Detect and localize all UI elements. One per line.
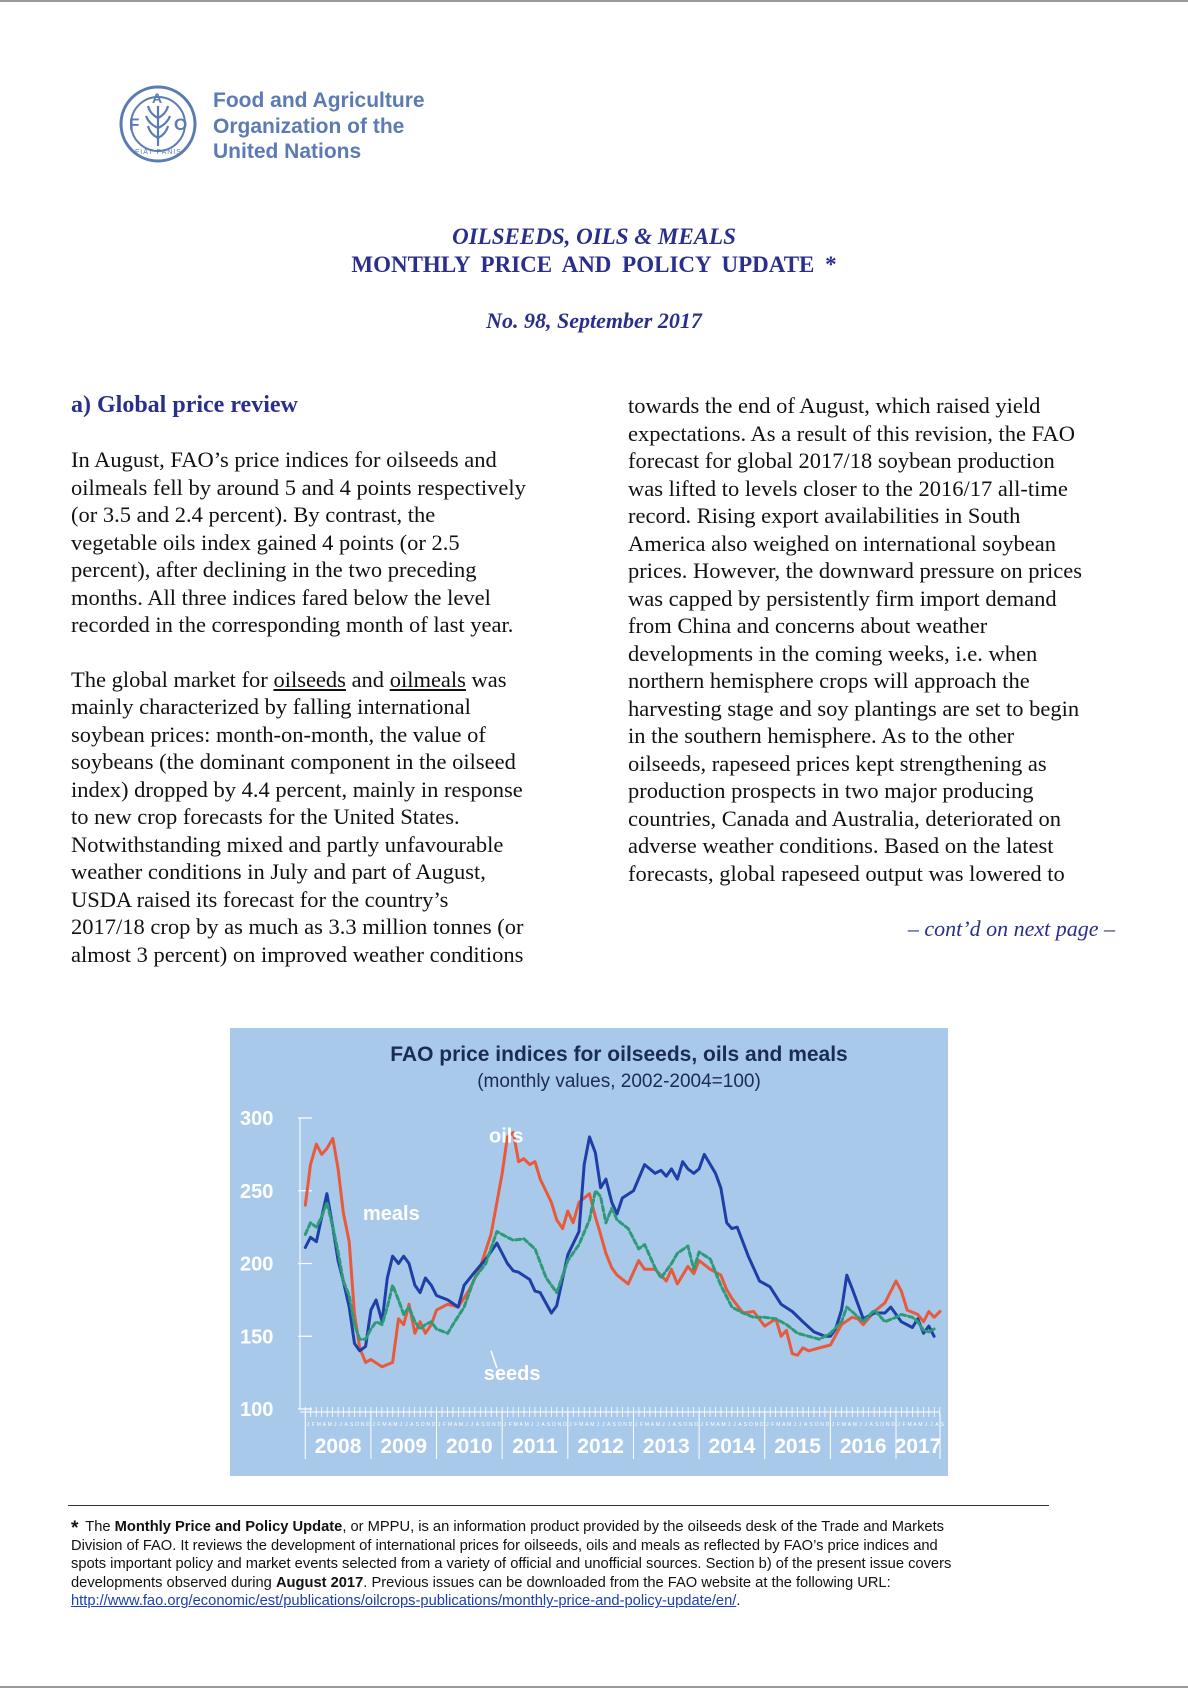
emblem-letter-f: F bbox=[129, 115, 140, 134]
x-month-label: J bbox=[399, 1422, 403, 1428]
x-month-label: D bbox=[431, 1422, 436, 1428]
footnote bbox=[71, 1517, 1051, 1611]
x-month-label: A bbox=[322, 1422, 326, 1428]
x-month-label: J bbox=[727, 1422, 731, 1428]
x-month-label: A bbox=[847, 1422, 852, 1428]
chart-svg bbox=[230, 1028, 948, 1476]
text-line: In August, FAO’s price indices for oilseeds and bbox=[71, 447, 497, 472]
x-month-label: N bbox=[885, 1422, 890, 1428]
x-month-label: F bbox=[311, 1422, 315, 1428]
x-month-label: J bbox=[465, 1422, 468, 1428]
text-line: prices. However, the downward pressure on prices bbox=[628, 558, 1082, 583]
x-month-label: F bbox=[377, 1422, 381, 1428]
oilseeds-link[interactable]: oilseeds bbox=[273, 666, 346, 692]
x-month-label: S bbox=[875, 1422, 879, 1428]
x-year-label: 2008 bbox=[314, 1435, 362, 1458]
series-label-oils: oils bbox=[489, 1125, 524, 1148]
x-month-label: J bbox=[897, 1422, 900, 1428]
x-month-label: O bbox=[814, 1422, 819, 1428]
org-name-line: Organization of the bbox=[213, 114, 405, 138]
x-month-label: O bbox=[683, 1422, 688, 1428]
bottom-border bbox=[0, 1686, 1188, 1688]
text-line: countries, Canada and Australia, deteriorated on bbox=[628, 805, 1061, 831]
x-month-label: N bbox=[360, 1422, 365, 1428]
x-month-label: D bbox=[825, 1422, 830, 1428]
emblem-motto: FIAT PANIS bbox=[135, 149, 182, 156]
text-line: America also weighed on international soybean bbox=[628, 530, 1056, 556]
x-month-label: M bbox=[644, 1422, 650, 1428]
x-month-label: F bbox=[836, 1422, 840, 1428]
x-month-label: A bbox=[388, 1422, 392, 1428]
fao-logo bbox=[118, 84, 568, 170]
x-month-label: F bbox=[443, 1422, 447, 1428]
text-line: soybeans (the dominant component in the oilseed bbox=[71, 749, 516, 774]
x-year-label: 2013 bbox=[642, 1435, 690, 1458]
x-month-label: O bbox=[748, 1422, 753, 1428]
x-month-label: M bbox=[841, 1422, 847, 1428]
x-month-label: F bbox=[902, 1422, 906, 1428]
y-tick-label: 100 bbox=[240, 1399, 274, 1421]
x-month-label: S bbox=[809, 1422, 813, 1428]
text-line: months. All three indices fared below the level bbox=[71, 584, 491, 610]
x-month-label: J bbox=[569, 1422, 572, 1428]
text-line: was lifted to levels closer to the 2016/17 all-time bbox=[628, 475, 1068, 501]
x-month-label: J bbox=[733, 1422, 736, 1428]
x-month-label: D bbox=[628, 1422, 633, 1428]
x-month-label: M bbox=[776, 1422, 781, 1428]
x-month-label: J bbox=[634, 1422, 638, 1428]
series-layer bbox=[305, 1133, 940, 1367]
chart-subtitle: (monthly values, 2002-2004=100) bbox=[477, 1071, 761, 1092]
text-line: adverse weather conditions. Based on the latest bbox=[628, 833, 1054, 858]
x-month-label: O bbox=[420, 1422, 425, 1428]
x-year-label: 2009 bbox=[380, 1435, 428, 1458]
text-span: , or MPPU, is an information product provided by the oilseeds desk of the Trade and Markets bbox=[342, 1519, 945, 1535]
x-month-label: N bbox=[688, 1422, 693, 1428]
x-month-label: F bbox=[508, 1422, 512, 1428]
x-month-label: J bbox=[930, 1422, 933, 1428]
report-subtitle: MONTHLY PRICE AND POLICY UPDATE * bbox=[351, 252, 837, 277]
chart-title: FAO price indices for oilseeds, oils and meals bbox=[390, 1043, 848, 1066]
x-month-label: S bbox=[546, 1422, 551, 1428]
section-title: a) Global price review bbox=[71, 392, 298, 418]
text-line: in the southern hemisphere. As to the other bbox=[628, 723, 1015, 748]
text-line: forecasts, global rapeseed output was lowered to bbox=[628, 860, 1065, 886]
x-year-label: 2017 bbox=[894, 1435, 942, 1458]
text-line: soybean prices: month-on-month, the value of bbox=[71, 721, 486, 747]
x-month-label: M bbox=[721, 1422, 726, 1428]
text-line: record. Rising export availabilities in South bbox=[628, 503, 1021, 528]
x-month-label: J bbox=[437, 1422, 441, 1428]
x-month-label: S bbox=[678, 1422, 682, 1428]
x-month-label: A bbox=[672, 1422, 677, 1428]
text-line: harvesting stage and soy plantings are set to begin bbox=[628, 695, 1080, 721]
x-year-label: 2014 bbox=[708, 1435, 756, 1458]
text-span: developments observed during bbox=[71, 1574, 276, 1591]
x-month-label: N bbox=[492, 1422, 496, 1428]
text-line: was capped by persistently firm import demand bbox=[628, 585, 1057, 611]
x-month-label: S bbox=[415, 1422, 419, 1428]
y-tick-label: 300 bbox=[240, 1108, 274, 1130]
x-month-label: N bbox=[754, 1422, 759, 1428]
footnote-star: * bbox=[71, 1518, 79, 1539]
text-line: forecast for global 2017/18 soybean production bbox=[628, 448, 1055, 473]
x-month-label: J bbox=[470, 1422, 474, 1428]
x-month-label: F bbox=[574, 1422, 578, 1428]
x-month-label: M bbox=[524, 1422, 529, 1428]
x-month-label: A bbox=[607, 1422, 611, 1428]
x-month-label: J bbox=[601, 1422, 605, 1428]
x-year-label: 2010 bbox=[445, 1435, 493, 1458]
x-month-label: M bbox=[393, 1422, 398, 1428]
fao-emblem-icon bbox=[118, 84, 198, 164]
x-month-label: J bbox=[405, 1422, 408, 1428]
x-month-label: J bbox=[662, 1422, 665, 1428]
x-month-label: M bbox=[327, 1422, 332, 1428]
text-line: almost 3 percent) on improved weather conditions bbox=[71, 941, 524, 967]
text-line: towards the end of August, which raised yield bbox=[628, 393, 1041, 418]
emblem-letter-o: O bbox=[174, 115, 188, 134]
x-month-label: O bbox=[552, 1422, 556, 1428]
x-month-label: S bbox=[612, 1422, 616, 1428]
x-month-label: A bbox=[782, 1422, 786, 1428]
x-month-label: A bbox=[519, 1422, 523, 1428]
x-month-label: J bbox=[333, 1422, 337, 1428]
x-month-label: A bbox=[650, 1422, 655, 1428]
paragraph-1 bbox=[71, 446, 571, 639]
x-month-label: D bbox=[760, 1422, 764, 1428]
series-line-oils bbox=[305, 1133, 940, 1367]
x-month-label: A bbox=[585, 1422, 589, 1428]
x-month-label: A bbox=[475, 1422, 480, 1428]
text-line: (or 3.5 and 2.4 percent). By contrast, the bbox=[71, 502, 436, 527]
text-line: oilmeals fell by around 5 and 4 points respectively bbox=[71, 474, 526, 500]
text-line: mainly characterized by falling international bbox=[71, 694, 471, 719]
price-index-chart bbox=[230, 1028, 948, 1476]
x-month-label: A bbox=[344, 1422, 348, 1428]
x-month-label: S bbox=[481, 1422, 485, 1428]
x-month-label: D bbox=[366, 1422, 370, 1428]
x-axis bbox=[300, 1407, 945, 1459]
annotation-layer bbox=[363, 1126, 540, 1385]
x-month-label: J bbox=[339, 1422, 342, 1428]
org-name bbox=[213, 88, 425, 165]
text-line: Notwithstanding mixed and partly unfavourable bbox=[71, 831, 504, 857]
text-span: was bbox=[465, 666, 507, 692]
top-border bbox=[0, 0, 1188, 2]
x-month-label: J bbox=[700, 1422, 703, 1428]
x-month-label: M bbox=[655, 1422, 661, 1428]
x-month-label: S bbox=[940, 1422, 945, 1428]
text-line: USDA raised its forecast for the country’s bbox=[71, 886, 449, 912]
text-line: oilseeds, rapeseed prices kept strengthening as bbox=[628, 750, 1047, 776]
previous-issues-link[interactable]: http://www.fao.org/economic/est/publications/oilcrops-publications/monthly-price-and-policy-update/en/ bbox=[71, 1593, 737, 1610]
x-month-label: J bbox=[864, 1422, 868, 1428]
x-month-label: A bbox=[869, 1422, 873, 1428]
x-month-label: M bbox=[710, 1422, 715, 1428]
x-month-label: S bbox=[349, 1422, 354, 1428]
y-tick-label: 250 bbox=[240, 1180, 274, 1203]
text-line: index) dropped by 4.4 percent, mainly in response bbox=[71, 776, 523, 802]
x-month-label: O bbox=[880, 1422, 885, 1428]
x-year-label: 2015 bbox=[774, 1435, 821, 1458]
text-line: 2017/18 crop by as much as 3.3 million tonnes (or bbox=[71, 914, 524, 939]
x-month-label: A bbox=[738, 1422, 742, 1428]
x-year-label: 2011 bbox=[512, 1435, 558, 1458]
text-line: from China and concerns about weather bbox=[628, 613, 988, 638]
x-month-label: J bbox=[306, 1422, 310, 1428]
series-label-meals: meals bbox=[363, 1202, 420, 1225]
emblem-letter-a: A bbox=[152, 90, 163, 106]
footnote-line: Division of FAO. It reviews the development of international prices for oilseeds, oils and meals as reflected by FAO’s price indices and bbox=[71, 1537, 938, 1554]
x-month-label: M bbox=[918, 1422, 923, 1428]
x-month-label: N bbox=[623, 1422, 627, 1428]
x-month-label: M bbox=[382, 1422, 387, 1428]
x-month-label: J bbox=[503, 1422, 507, 1428]
report-title: OILSEEDS, OILS & MEALS bbox=[452, 224, 736, 249]
x-month-label: D bbox=[891, 1422, 895, 1428]
text-line: expectations. As a result of this revision, the FAO bbox=[628, 420, 1076, 446]
x-month-label: F bbox=[639, 1422, 644, 1428]
left-column bbox=[71, 446, 571, 968]
text-line: vegetable oils index gained 4 points (or 2.5 bbox=[71, 529, 460, 555]
x-month-label: F bbox=[771, 1422, 775, 1428]
x-month-label: F bbox=[705, 1422, 709, 1428]
text-span: . Previous issues can be downloaded from the FAO website at the following URL: bbox=[363, 1574, 891, 1591]
text-line: weather conditions in July and part of August, bbox=[71, 859, 486, 884]
x-month-label: N bbox=[557, 1422, 562, 1428]
x-month-label: J bbox=[536, 1422, 539, 1428]
text-span: The global market for bbox=[71, 666, 274, 692]
x-month-label: A bbox=[913, 1422, 917, 1428]
issue-number: No. 98, September 2017 bbox=[486, 308, 702, 333]
text-line bbox=[71, 666, 571, 694]
x-month-label: M bbox=[787, 1422, 792, 1428]
footnote-line bbox=[71, 1517, 1051, 1537]
footnote-line: spots important policy and market events selected from a variety of official and unofficial sources. Section b) of the present issue covers bbox=[71, 1556, 952, 1573]
text-line: recorded in the corresponding month of last year. bbox=[71, 612, 514, 637]
x-month-label: N bbox=[426, 1422, 431, 1428]
text-span: and bbox=[345, 666, 390, 692]
text-span: . bbox=[736, 1593, 741, 1610]
y-axis bbox=[240, 1108, 312, 1421]
x-month-label: M bbox=[513, 1422, 518, 1428]
x-month-label: A bbox=[716, 1422, 720, 1428]
x-month-label: S bbox=[743, 1422, 748, 1428]
x-month-label: M bbox=[579, 1422, 584, 1428]
footnote-line bbox=[71, 1592, 1051, 1611]
x-month-label: J bbox=[793, 1422, 796, 1428]
x-month-label: J bbox=[667, 1422, 671, 1428]
x-month-label: A bbox=[453, 1422, 458, 1428]
x-month-label: M bbox=[590, 1422, 595, 1428]
x-month-label: J bbox=[859, 1422, 862, 1428]
org-name-line: Food and Agriculture bbox=[213, 89, 425, 112]
x-month-label: M bbox=[447, 1422, 453, 1428]
x-month-label: J bbox=[766, 1422, 769, 1428]
x-month-label: M bbox=[852, 1422, 857, 1428]
y-tick-label: 200 bbox=[240, 1253, 274, 1276]
text-line: to new crop forecasts for the United States. bbox=[71, 804, 460, 829]
footnote-line bbox=[71, 1574, 1051, 1593]
x-month-label: M bbox=[907, 1422, 912, 1428]
text-line: northern hemisphere crops will approach the bbox=[628, 668, 1030, 693]
text-line: developments in the coming weeks, i.e. when bbox=[628, 640, 1038, 666]
org-name-line: United Nations bbox=[213, 140, 362, 163]
x-month-label: A bbox=[541, 1422, 545, 1428]
x-month-label: M bbox=[316, 1422, 321, 1428]
x-month-label: A bbox=[935, 1422, 939, 1428]
y-tick-label: 150 bbox=[240, 1326, 274, 1349]
right-column bbox=[628, 392, 1128, 887]
text-span-bold: August 2017 bbox=[275, 1574, 364, 1591]
x-month-label: D bbox=[563, 1422, 567, 1428]
x-month-label: J bbox=[831, 1422, 835, 1428]
text-span-bold: Monthly Price and Policy Update bbox=[114, 1519, 343, 1535]
text-line: production prospects in two major producing bbox=[628, 778, 1034, 803]
text-line: percent), after declining in the two preceding bbox=[71, 557, 477, 582]
x-month-label: O bbox=[355, 1422, 360, 1428]
x-year-label: 2012 bbox=[577, 1435, 624, 1458]
x-month-label: A bbox=[803, 1422, 808, 1428]
x-month-label: M bbox=[458, 1422, 464, 1428]
oilmeals-link[interactable]: oilmeals bbox=[389, 666, 466, 692]
x-month-label: O bbox=[617, 1422, 622, 1428]
x-month-label: J bbox=[372, 1422, 375, 1428]
x-month-label: J bbox=[924, 1422, 928, 1428]
continued-note: – cont’d on next page – bbox=[907, 916, 1115, 941]
footnote-rule bbox=[68, 1505, 1049, 1506]
x-month-label: D bbox=[694, 1422, 699, 1428]
series-label-seeds: seeds bbox=[483, 1362, 541, 1385]
x-month-label: O bbox=[486, 1422, 491, 1428]
x-month-label: J bbox=[596, 1422, 600, 1428]
x-month-label: A bbox=[410, 1422, 414, 1428]
x-month-label: D bbox=[497, 1422, 502, 1428]
x-month-label: J bbox=[798, 1422, 802, 1428]
text-span: The bbox=[81, 1519, 115, 1535]
paragraph-2 bbox=[71, 666, 571, 969]
x-year-label: 2016 bbox=[839, 1435, 887, 1458]
x-month-label: J bbox=[530, 1422, 534, 1428]
x-month-label: N bbox=[820, 1422, 824, 1428]
